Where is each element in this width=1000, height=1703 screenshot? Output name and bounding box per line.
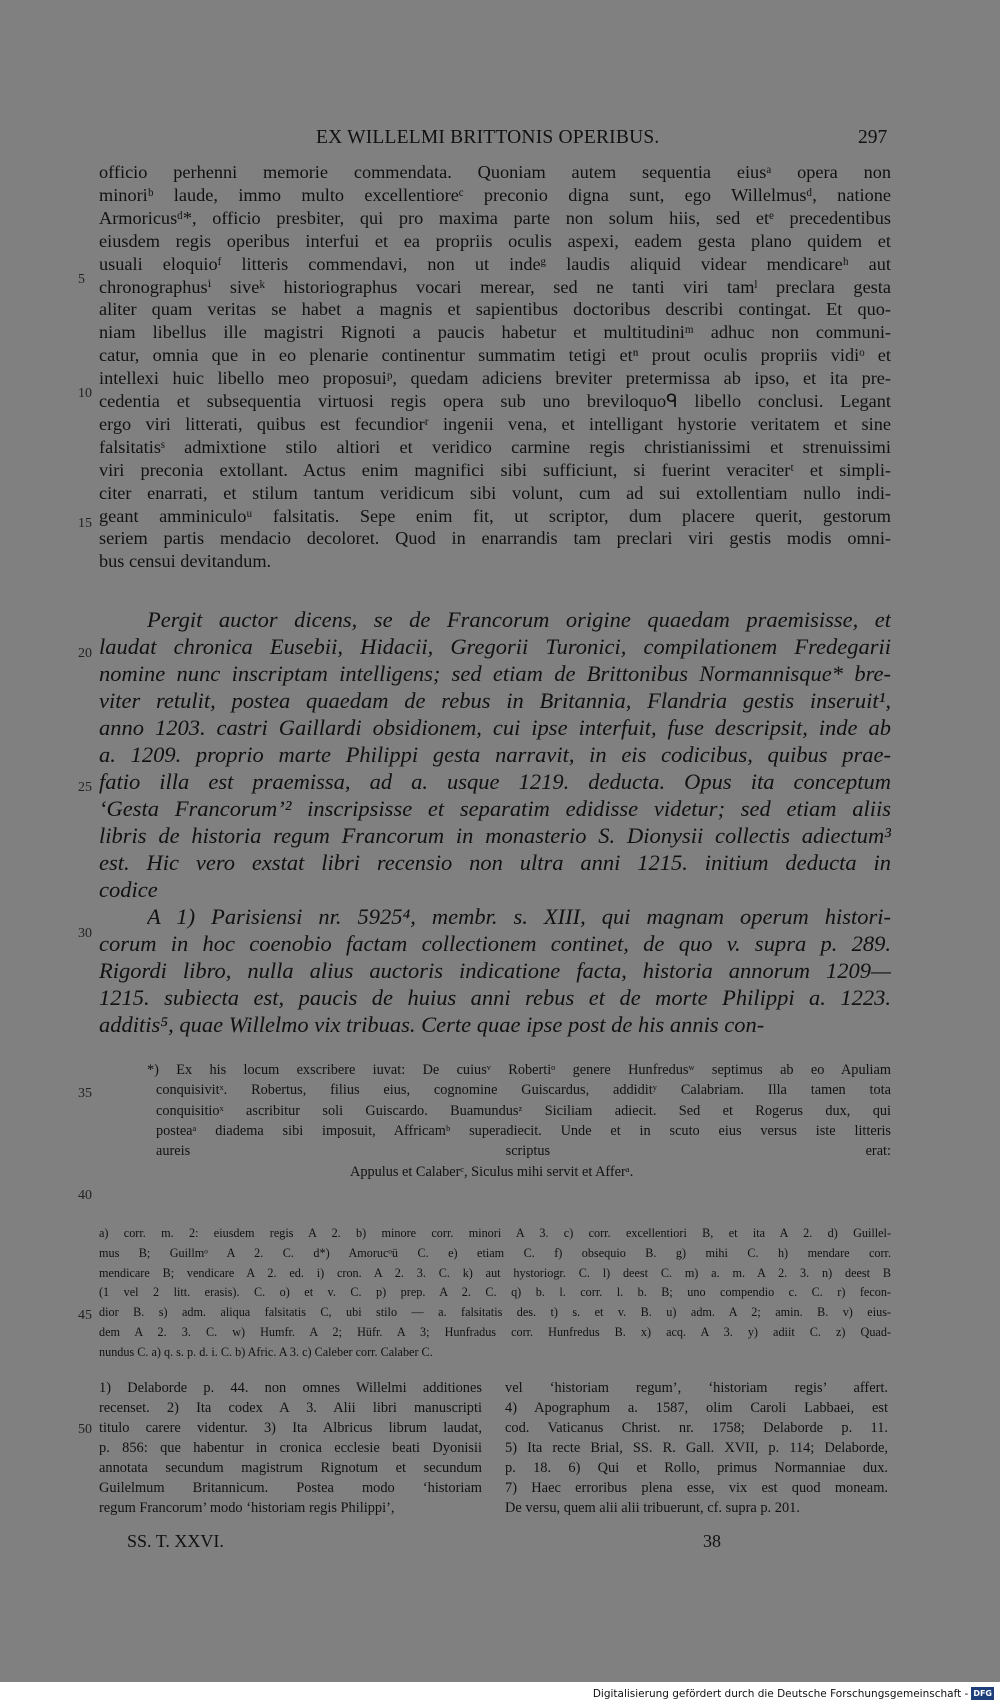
body-line: cedentia et subsequentia virtuosi regis opera sub uno breviloquoᑫ libello conclusi. Legant <box>99 391 891 411</box>
digitization-credit <box>593 1686 994 1701</box>
footnote-line: annotata secundum magistrum Rignotum et secundum <box>99 1460 482 1476</box>
body-line: viri preconia extollant. Actus enim magnifici sibi sufficiunt, si fuerint veraciterᵗ et simpli- <box>99 459 891 480</box>
italic-line: ‘Gesta Francorum’² inscripsisse et separatim edidisse videtur; sed etiam aliis <box>99 796 891 821</box>
italic-line: a. 1209. proprio marte Philippi gesta narravit, in eis codicibus, quibus prae- <box>99 742 891 767</box>
footnote-line: p. 18. 6) Qui et Rollo, primus Normanniae dux. <box>505 1460 888 1476</box>
margin-line-number: 10 <box>78 386 92 401</box>
margin-line-number: 50 <box>78 1422 92 1437</box>
star-note-line: aureis scriptus erat: <box>156 1143 891 1160</box>
body-line: Armoricusᵈ*, officio presbiter, qui pro maxima parte non solum hiis, sed etᵉ precedentibus <box>99 207 891 228</box>
footnotes-left-column <box>99 1378 482 1518</box>
body-line: ergo viri litterati, quibus est fecundiorʳ ingenii vena, et intelligant hystorie veritatem et sine <box>99 413 891 434</box>
sheet-number: 38 <box>703 1531 721 1551</box>
body-line: catur, omnia que in eo plenarie continentur summatim tetigi etⁿ prout oculis propriis vidiᵒ et <box>99 345 891 366</box>
italic-line: corum in hoc coenobio factam collectionem continet, de quo v. supra p. 289. <box>99 931 891 956</box>
italic-line: libris de historia regum Francorum in monasterio S. Dionysii collectis adiectum³ <box>99 823 891 848</box>
footnote-line: cod. Vaticanus Christ. nr. 1758; Delaborde p. 11. <box>505 1420 888 1436</box>
italic-line: anno 1203. castri Gaillardi obsidionem, cui ipse interfuit, fuse descripsit, inde ab <box>99 715 891 740</box>
italic-line: est. Hic vero exstat libri recensio non ultra anni 1215. initium deducta in <box>99 850 891 875</box>
footnote-line: 1) Delaborde p. 44. non omnes Willelmi additiones <box>99 1380 482 1396</box>
apparatus-line: nundus C. a) q. s. p. d. i. C. b) Afric. A 3. c) Caleber corr. Calaber C. <box>99 1344 433 1359</box>
italic-line: nomine nunc inscriptam intelligens; sed etiam de Brittonibus Normannisque* bre- <box>99 661 891 686</box>
credit-text: Digitalisierung gefördert durch die Deutsche Forschungsgemeinschaft - <box>592 1687 969 1700</box>
footnote-line: De versu, quem alii alii tribuerunt, cf. supra p. 201. <box>505 1500 800 1516</box>
signature-mark: SS. T. XXVI. <box>127 1531 224 1551</box>
apparatus-line: mus B; Guillmᵒ A 2. C. d*) Amorucᵒü C. e) etiam C. f) obsequio B. g) mihi C. h) mendare corr. <box>99 1245 891 1260</box>
apparatus-line: dem A 2. 3. C. w) Humfr. A 2; Hüfr. A 3; Hunfradus corr. Hunfredus B. x) acq. A 3. y) adiit C. z) Quad- <box>99 1325 891 1339</box>
footnote-line: recenset. 2) Ita codex A 3. Alii libri manuscripti <box>99 1400 482 1416</box>
apparatus-line: a) corr. m. 2: eiusdem regis A 2. b) minore corr. minori A 3. c) corr. excellentiori B, et ita A 2. d) Guillel- <box>99 1226 891 1240</box>
italic-line: Pergit auctor dicens, se de Francorum origine quaedam praemisisse, et <box>147 607 891 632</box>
page-number: 297 <box>858 127 888 148</box>
body-line: citer enarrati, et stilum tantum veridicum sibi volunt, cum ad sui extollentiam nullo indi- <box>99 482 891 503</box>
italic-line: additis⁵, quae Willelmo vix tribuas. Certe quae ipse post de his annis con- <box>99 1012 765 1037</box>
body-line: officio perhenni memorie commendata. Quoniam autem sequentia eiusᵃ opera non <box>99 162 891 182</box>
body-line: seriem partis mendacio decoloret. Quod in enarrandis tam preclari viri gestis modis omni- <box>99 528 891 549</box>
apparatus-line: (1 vel 2 litt. erasis). C. o) et v. C. p) prep. A 2. C. q) b. l. corr. l. b. B; uno compendio c. C. r) fecon- <box>99 1285 891 1300</box>
italic-line: laudat chronica Eusebii, Hidacii, Gregorii Turonici, compilationem Fredegarii <box>99 634 891 659</box>
body-line: falsitatisˢ admixtione stilo altiori et veridico carmine regis christianissimi et strenuissimi <box>99 436 891 457</box>
footnote-line: Guilelmum Britannicum. Postea modo ‘historiam <box>99 1480 482 1496</box>
margin-line-number: 5 <box>78 272 85 287</box>
running-header <box>0 127 1000 151</box>
star-note-line: *) Ex his locum exscribere iuvat: De cuiusᵛ Robertiᵒ genere Hunfredusʷ septimus ab eo Apuliam <box>147 1062 891 1078</box>
italic-line: Rigordi libro, nulla alius auctoris indicatione facta, historia annorum 1209— <box>99 958 891 983</box>
margin-line-number: 30 <box>78 926 92 941</box>
star-note-line: conquisivitˣ. Robertus, filius eius, cognomine Guiscardus, addiditʸ Calabriam. Illa tamen tota <box>156 1082 891 1099</box>
body-line: geant amminiculoᵘ falsitatis. Sepe enim fit, ut scriptor, dum placere querit, gestorum <box>99 505 891 526</box>
body-line: intellexi huic libello meo proposuiᵖ, quedam adiciens breviter pretermissa ab ipso, et ita pre- <box>99 368 891 389</box>
footnote-line: titulo carere videntur. 3) Ita Albricus librum laudat, <box>99 1420 482 1436</box>
dfg-logo: DFG <box>973 1689 992 1698</box>
body-line: bus censui devitandum. <box>99 551 272 572</box>
italic-line: 1215. subiecta est, paucis de huius anni rebus et de morte Philippi a. 1223. <box>99 985 891 1010</box>
italic-line: A 1) Parisiensi nr. 5925⁴, membr. s. XIII, qui magnam operum histori- <box>147 904 891 929</box>
body-line: chronographusⁱ siveᵏ historiographus vocari merear, sed ne tanti viri tamˡ preclara gesta <box>99 276 891 297</box>
italic-line: fatio illa est praemissa, ad a. usque 1219. deducta. Opus ita conceptum <box>99 769 891 794</box>
body-line: usuali eloquioᶠ litteris commendavi, non ut indeᵍ laudis aliquid videar mendicareʰ aut <box>99 253 891 274</box>
margin-line-number: 45 <box>78 1308 92 1323</box>
body-line: niam libellus ille magistri Rignoti a paucis habetur et multitudiniᵐ adhuc non communi- <box>99 322 891 343</box>
margin-line-number: 25 <box>78 780 92 795</box>
star-note-line: Appulus et Calaberᶜ, Siculus mihi servit et Afferᵃ. <box>350 1163 634 1180</box>
body-line: minoriᵇ laude, immo multo excellentioreᶜ preconio digna sunt, ego Willelmusᵈ, natione <box>99 184 891 205</box>
star-note-line: posteaᵃ diadema sibi imposuit, Affricamᵇ superadiecit. Unde et in scuto eius versus iste litteris <box>156 1122 891 1139</box>
footnote-line: 4) Apographum a. 1587, olim Caroli Labbaei, est <box>505 1400 888 1416</box>
footnote-line: p. 856: que habentur in cronica ecclesie beati Dyonisii <box>99 1440 482 1456</box>
footnote-line: 7) Haec erroribus plena esse, vix est quod moneam. <box>505 1480 888 1496</box>
footnotes-right-column <box>505 1378 888 1518</box>
margin-line-number: 20 <box>78 646 92 661</box>
italic-line: viter retulit, postea quaedam de rebus in Britannia, Flandria gestis inseruit¹, <box>99 688 891 713</box>
running-title: EX WILLELMI BRITTONIS OPERIBUS. <box>316 127 660 148</box>
body-line: eiusdem regis operibus interfui et ea propriis oculis aspexi, eadem gesta plano quidem et <box>99 230 891 251</box>
body-line: aliter quam veritas se habet a magnis et sapientibus doctoribus describi contingat. Et quo- <box>99 299 891 320</box>
margin-line-number: 35 <box>78 1086 92 1101</box>
footnote-line: 5) Ita recte Brial, SS. R. Gall. XVII, p. 114; Delaborde, <box>505 1440 888 1456</box>
apparatus-line: mendicare B; vendicare A 2. ed. i) cron. A 2. 3. C. k) aut hystoriogr. C. l) deest C. m) a. m. A 2. 3. n) deest B <box>99 1265 891 1280</box>
margin-line-number: 15 <box>78 516 92 531</box>
apparatus-line: dior B. s) adm. aliqua falsitatis C, ubi stilo — a. falsitatis des. t) s. et v. B. u) adm. A 2; amin. B. v) eius- <box>99 1305 891 1320</box>
star-note-line: conquisitioˣ ascribitur soli Guiscardo. Buamundusᶻ Siciliam adiecit. Sed et Rogerus dux, qui <box>156 1102 891 1119</box>
margin-line-number: 40 <box>78 1188 92 1203</box>
footnote-line: vel ‘historiam regum’, ‘historiam regis’ affert. <box>505 1380 888 1396</box>
footnote-line: regum Francorum’ modo ‘historiam regis Philippi’, <box>99 1500 395 1516</box>
italic-line: codice <box>99 877 158 902</box>
